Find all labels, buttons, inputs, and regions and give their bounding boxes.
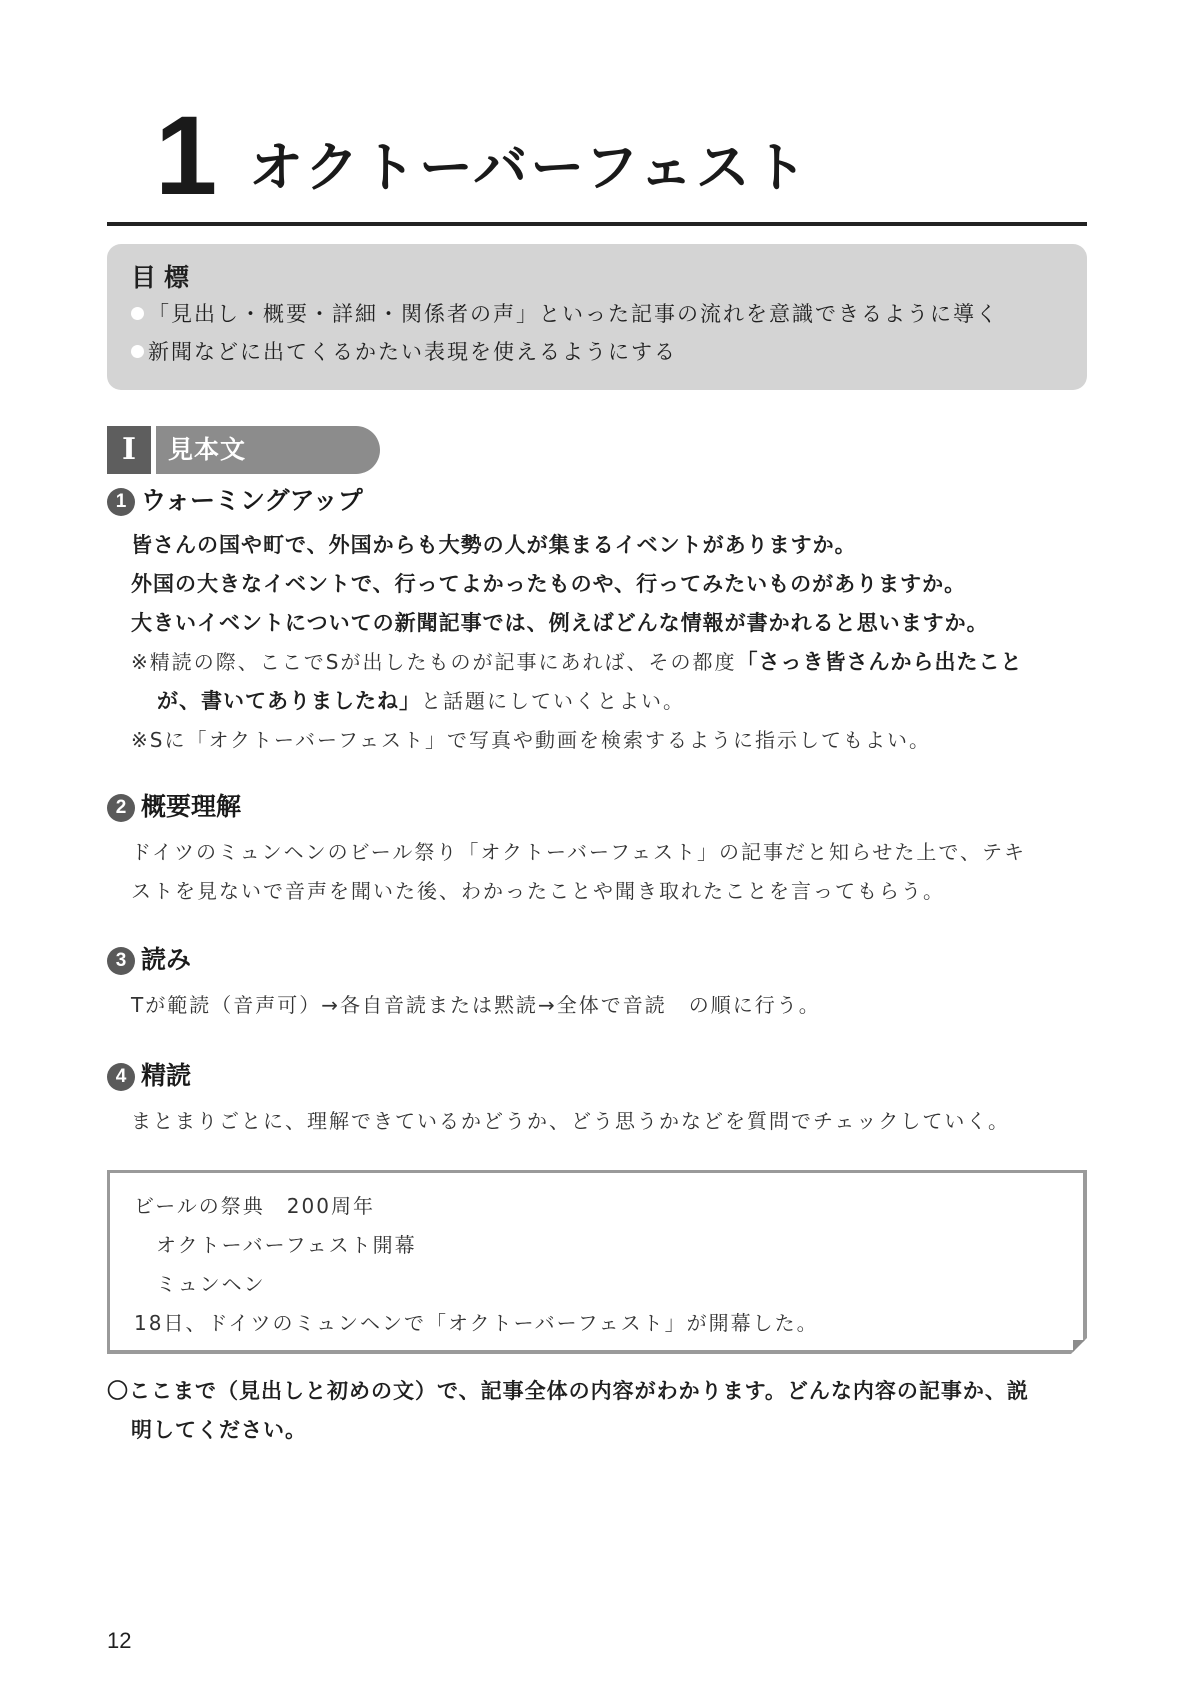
page-number: 12	[107, 1628, 132, 1653]
discussion-prompt: 〇ここまで（見出しと初めの文）で、記事全体の内容がわかります。どんな内容の記事か、説	[107, 1379, 1029, 1403]
step-number-icon: 1	[107, 488, 135, 516]
bullet-icon	[131, 307, 144, 320]
goals-box	[107, 244, 1087, 390]
close-reading-text: まとまりごとに、理解できているかどうか、どう思うかなどを質問でチェックしていく。	[131, 1109, 1010, 1133]
chapter-title: オクトーバーフェスト	[249, 136, 810, 199]
article-excerpt-box	[107, 1170, 1087, 1354]
chapter-number: 1	[155, 93, 218, 218]
step-number-icon: 3	[107, 947, 135, 975]
teacher-note: ※精読の際、ここでSが出したものが記事にあれば、その都度「さっき皆さんから出たこと	[131, 650, 1023, 674]
article-headline: ビールの祭典 200周年	[134, 1194, 375, 1218]
step-heading-summary: 2 概要理解	[107, 790, 241, 824]
warmup-question: 皆さんの国や町で、外国からも大勢の人が集まるイベントがありますか。	[131, 533, 857, 557]
warmup-question: 大きいイベントについての新聞記事では、例えばどんな情報が書かれると思いますか。	[131, 611, 989, 635]
step-number-icon: 4	[107, 1063, 135, 1091]
goals-heading: 目標	[131, 263, 198, 292]
warmup-question: 外国の大きなイベントで、行ってよかったものや、行ってみたいものがありますか。	[131, 572, 967, 596]
article-lead: 18日、ドイツのミュンヘンで「オクトーバーフェスト」が開幕した。	[134, 1311, 819, 1335]
section-label: 見本文	[156, 426, 380, 474]
step-heading-reading: 3 読み	[107, 943, 191, 977]
summary-text: ドイツのミュンヘンのビール祭り「オクトーバーフェスト」の記事だと知らせた上で、テキ	[131, 840, 1026, 864]
section-roman-numeral: I	[107, 426, 151, 474]
article-dateline: ミュンヘン	[134, 1272, 266, 1296]
step-heading-warmup: 1 ウォーミングアップ	[107, 484, 363, 518]
teacher-note-continued: が、書いてありましたね」と話題にしていくとよい。	[157, 689, 685, 713]
chapter-header	[107, 93, 1087, 226]
goal-item: 新聞などに出てくるかたい表現を使えるようにする	[131, 337, 677, 367]
article-subheadline: オクトーバーフェスト開幕	[134, 1233, 417, 1257]
teacher-note: ※Sに「オクトーバーフェスト」で写真や動画を検索するように指示してもよい。	[131, 728, 932, 752]
step-heading-close-reading: 4 精読	[107, 1059, 191, 1093]
reading-text: Tが範読（音声可）→各自音読または黙読→全体で音読 の順に行う。	[131, 993, 821, 1017]
summary-text: ストを見ないで音声を聞いた後、わかったことや聞き取れたことを言ってもらう。	[131, 879, 945, 903]
discussion-prompt-continued: 明してください。	[131, 1418, 307, 1442]
goal-item: 「見出し・概要・詳細・関係者の声」といった記事の流れを意識できるように導く	[131, 299, 999, 329]
bullet-icon	[131, 345, 144, 358]
step-number-icon: 2	[107, 794, 135, 822]
